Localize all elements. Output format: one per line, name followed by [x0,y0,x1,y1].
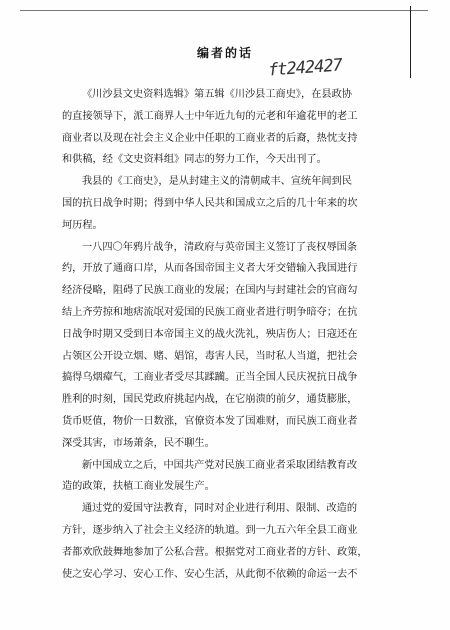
text-line: 约，开放了通商口岸，从而各国帝国主义者大牙交错输入我国进行 [62,263,358,275]
text-line: 造的政策，扶植工商业发展生产。 [62,481,215,493]
text-line: 的直接领导下，派工商界人士中年近九旬的元老和年逾花甲的老工 [62,110,358,122]
text-line: 经济侵略，阻碍了民族工商业的发展；在国内与封建社会的官商勾 [62,285,358,297]
text-line: 《川沙县文史资料选辑》第五辑《川沙县工商史》，在县政协 [82,89,352,100]
scan-edge-line [410,6,411,78]
text-line: 货币贬值，物价一日数涨，官僚资本发了国难财，而民族工商业者 [62,415,358,427]
text-line: 一八四〇年鸦片战争，清政府与英帝国主义签订了丧权辱国条 [82,241,358,253]
scan-edge-line [20,10,428,11]
text-line: 搞得乌烟瘴气，工商业者受尽其蹂躏。正当全国人民庆祝抗日战争 [62,372,358,384]
text-line: 方针，逐步纳入了社会主义经济的轨道。到一九五六年全县工商业 [62,524,358,536]
text-line: 和供稿，经《文史资料组》同志的努力工作，今天出刊了。 [62,154,327,166]
handwritten-catalog-number: ft242427 [267,55,343,81]
text-line: 国的抗日战争时期；得到中华人民共和国成立之后的几十年来的坎 [62,197,358,209]
text-line: 坷历程。 [62,219,103,231]
text-line: 日战争时期又受到日本帝国主义的战火洗礼，殃店伤人；日寇还在 [62,328,358,340]
text-line: 者都欢欣鼓舞地参加了公私合营。根据党对工商业者的方针、政策， [62,546,368,558]
page-title: 编者的话 [196,46,253,60]
text-line: 胜利的时刻，国民党政府挑起内战，在它崩溃的前夕，通货膨胀， [62,394,358,406]
text-line: 新中国成立之后，中国共产党对民族工商业者采取团结教育改 [82,459,358,471]
text-line: 商业者以及现在社会主义企业中任职的工商业者的后裔，热忱支持 [62,132,358,144]
text-line: 我县的《工商史》，是从封建主义的清朝咸丰、宣统年间到民 [82,176,352,188]
body-text [62,84,396,585]
text-line: 结上齐劳掠和地痞流氓对爱国的民族工商业者进行明争暗夺；在抗 [62,306,358,318]
text-line: 使之安心学习、安心工作、安心生活，从此彻不依赖的命运一去不 [62,568,358,580]
text-line: 占领区公开设立烟、赌、娼馆，毒害人民，当时私人当道，把社会 [62,350,358,362]
text-line: 通过党的爱国守法教育，同时对企业进行利用、限制、改造的 [82,503,358,515]
text-line: 深受其害，市场萧条，民不聊生。 [62,437,215,449]
